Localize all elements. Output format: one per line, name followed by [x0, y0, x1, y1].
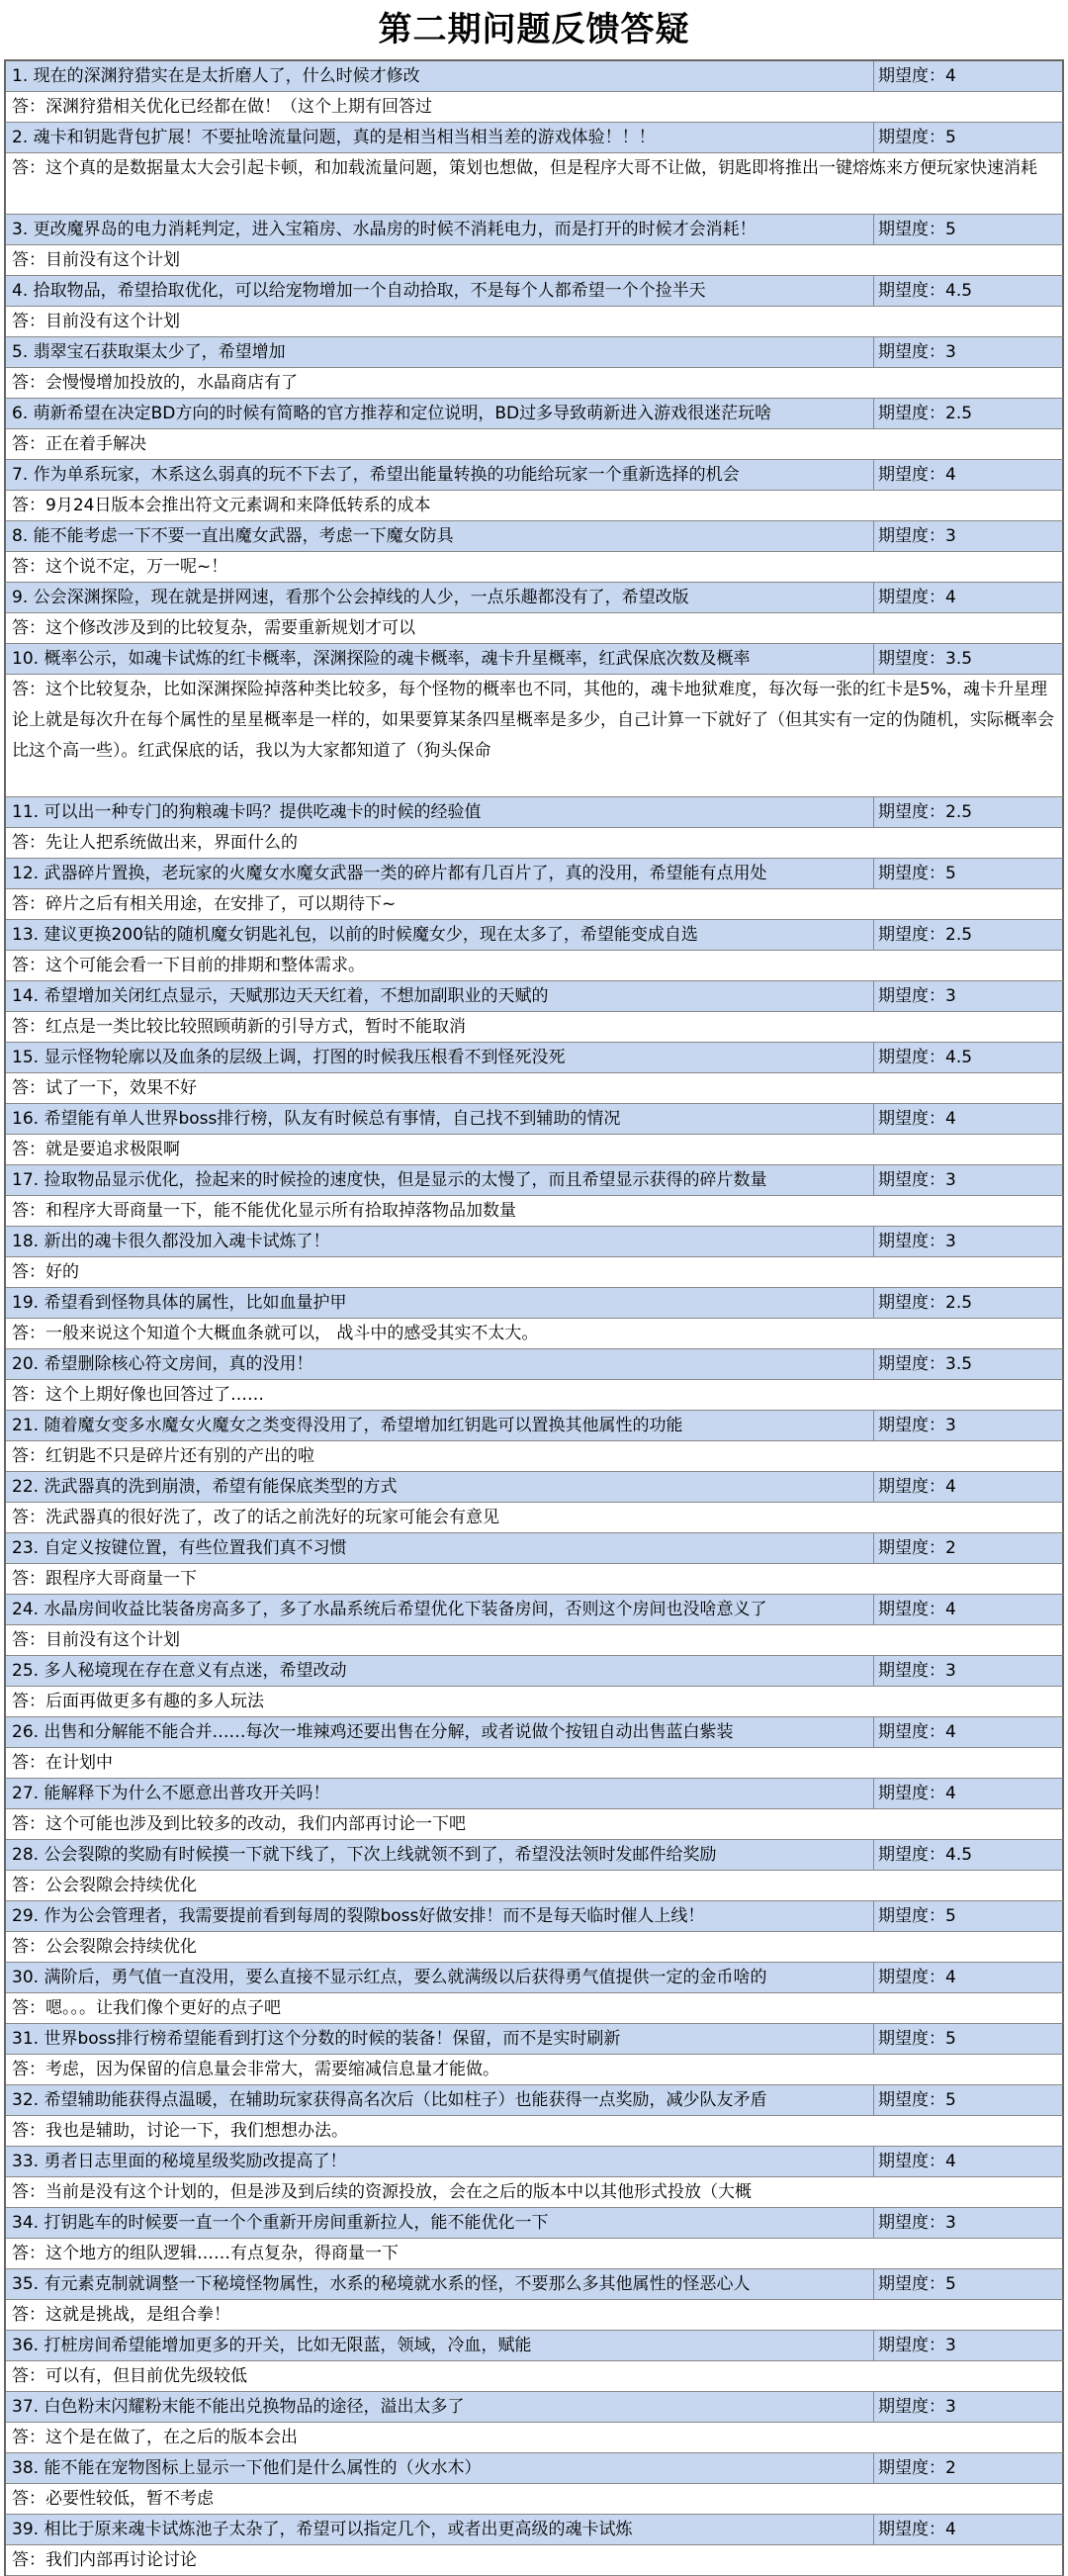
expectation-rating: 期望度：2.5: [873, 920, 1062, 950]
answer-text: 答：这个修改涉及到的比较复杂，需要重新规划才可以: [12, 618, 415, 638]
question-row: [6, 859, 1064, 889]
answer-row: [6, 1993, 1064, 2024]
question-row: [6, 1901, 1064, 1932]
question-text: 35. 有元素克制就调整一下秘境怪物属性，水系的秘境就水系的怪，不要那么多其他属性的怪恶心人: [12, 2274, 751, 2294]
question-text: 33. 勇者日志里面的秘境星级奖励改提高了！: [12, 2152, 347, 2171]
question-row: [6, 1411, 1064, 1441]
question-row: [6, 797, 1064, 828]
question-text: 29. 作为公会管理者，我需要提前看到每周的裂隙boss好做安排！而不是每天临时催人上线！: [12, 1906, 705, 1926]
question-row: [6, 1533, 1064, 1564]
question-text: 18. 新出的魂卡很久都没加入魂卡试炼了！: [12, 1232, 330, 1251]
answer-row: [6, 2484, 1064, 2515]
answer-row: [6, 1564, 1064, 1595]
question-row: [6, 337, 1064, 368]
expectation-rating: 期望度：4: [873, 61, 1062, 91]
question-row: [6, 2269, 1064, 2300]
expectation-rating: 期望度：5: [873, 859, 1062, 888]
expectation-rating: 期望度：3: [873, 981, 1062, 1011]
expectation-rating: 期望度：3: [873, 2331, 1062, 2360]
answer-text: 答：红钥匙不只是碎片还有别的产出的啦: [12, 1446, 314, 1466]
expectation-rating: 期望度：5: [873, 2085, 1062, 2115]
question-text: 14. 希望增加关闭红点显示，天赋那边天天红着，不想加副职业的天赋的: [12, 986, 549, 1006]
answer-row: [6, 1012, 1064, 1043]
question-text: 6. 萌新希望在决定BD方向的时候有简略的官方推荐和定位说明，BD过多导致萌新进入游戏很迷茫玩啥: [12, 404, 772, 423]
question-text: 12. 武器碎片置换，老玩家的火魔女水魔女武器一类的碎片都有几百片了，真的没用，希望能有点用处: [12, 864, 767, 883]
expectation-rating: 期望度：4: [873, 1472, 1062, 1502]
expectation-rating: 期望度：4: [873, 1779, 1062, 1808]
expectation-rating: 期望度：2: [873, 1533, 1062, 1563]
answer-row: [6, 1625, 1064, 1656]
question-text: 3. 更改魔界岛的电力消耗判定，进入宝箱房、水晶房的时候不消耗电力，而是打开的时候才会消耗！: [12, 220, 756, 239]
question-text: 21. 随着魔女变多水魔女火魔女之类变得没用了，希望增加红钥匙可以置换其他属性的功能: [12, 1416, 683, 1435]
expectation-rating: 期望度：2.5: [873, 399, 1062, 428]
question-row: [6, 123, 1064, 153]
expectation-rating: 期望度：4.5: [873, 1840, 1062, 1870]
question-text: 4. 拾取物品，希望拾取优化，可以给宠物增加一个自动拾取，不是每个人都希望一个个捡半天: [12, 281, 706, 301]
answer-text: 答：这个地方的组队逻辑……有点复杂，得商量一下: [12, 2244, 399, 2263]
answer-row: [6, 2423, 1064, 2453]
question-row: [6, 1779, 1064, 1809]
answer-row: [6, 2545, 1064, 2576]
answer-text: 答：在计划中: [12, 1753, 113, 1773]
question-row: [6, 1104, 1064, 1135]
question-text: 36. 打桩房间希望能增加更多的开关，比如无限蓝，领域，冷血，赋能: [12, 2336, 532, 2355]
answer-row: [6, 889, 1064, 920]
answer-text: 答：必要性较低，暂不考虑: [12, 2489, 214, 2509]
answer-text: 答：正在着手解决: [12, 434, 146, 454]
answer-text: 答：红点是一类比较比较照顾萌新的引导方式，暂时不能取消: [12, 1017, 466, 1037]
expectation-rating: 期望度：5: [873, 2269, 1062, 2299]
question-row: [6, 1227, 1064, 1257]
question-row: [6, 644, 1064, 675]
question-text: 11. 可以出一种专门的狗粮魂卡吗？提供吃魂卡的时候的经验值: [12, 802, 482, 822]
expectation-rating: 期望度：4: [873, 1595, 1062, 1624]
answer-row: [6, 1380, 1064, 1411]
answer-text: 答：这个可能会看一下目前的排期和整体需求。: [12, 956, 365, 975]
question-text: 34. 打钥匙车的时候要一直一个个重新开房间重新拉人，能不能优化一下: [12, 2213, 549, 2233]
answer-text: 答：试了一下，效果不好: [12, 1078, 197, 1098]
answer-row: [6, 951, 1064, 981]
answer-text: 答：跟程序大哥商量一下: [12, 1569, 197, 1589]
answer-row: [6, 1257, 1064, 1288]
answer-row: [6, 1932, 1064, 1963]
answer-row: [6, 2300, 1064, 2331]
answer-text: 答：这个是在做了，在之后的版本会出: [12, 2428, 298, 2447]
expectation-rating: 期望度：4: [873, 2515, 1062, 2544]
answer-row: [6, 613, 1064, 644]
question-row: [6, 2208, 1064, 2239]
answer-row: [6, 1503, 1064, 1533]
answer-row: [6, 2055, 1064, 2085]
expectation-rating: 期望度：3: [873, 1656, 1062, 1686]
expectation-rating: 期望度：3: [873, 1165, 1062, 1195]
question-row: [6, 2515, 1064, 2545]
question-row: [6, 1840, 1064, 1871]
question-row: [6, 1595, 1064, 1625]
question-text: 38. 能不能在宠物图标上显示一下他们是什么属性的（火水木）: [12, 2458, 482, 2478]
expectation-rating: 期望度：5: [873, 2024, 1062, 2054]
question-text: 2. 魂卡和钥匙背包扩展！不要扯啥流量问题，真的是相当相当相当差的游戏体验！！！: [12, 128, 656, 147]
question-text: 28. 公会裂隙的奖励有时候摸一下就下线了，下次上线就领不到了，希望没法领时发邮件给奖励: [12, 1845, 717, 1865]
question-text: 20. 希望删除核心符文房间，真的没用！: [12, 1354, 313, 1374]
answer-text: 答：这个真的是数据量太大会引起卡顿，和加载流量问题，策划也想做，但是程序大哥不让做，钥匙即将推出一键熔炼来方便玩家快速消耗: [12, 158, 1037, 178]
answer-row: [6, 828, 1064, 859]
question-text: 7. 作为单系玩家，木系这么弱真的玩不下去了，希望出能量转换的功能给玩家一个重新选择的机会: [12, 465, 740, 485]
answer-text: 答：这个说不定，万一呢~！: [12, 557, 228, 577]
question-row: [6, 1349, 1064, 1380]
answer-row: [6, 2239, 1064, 2269]
question-row: [6, 583, 1064, 613]
question-text: 30. 满阶后，勇气值一直没用，要么直接不显示红点，要么就满级以后获得勇气值提供一定的金币啥的: [12, 1968, 767, 1987]
question-text: 19. 希望看到怪物具体的属性，比如血量护甲: [12, 1293, 347, 1313]
question-text: 24. 水晶房间收益比装备房高多了，多了水晶系统后希望优化下装备房间，否则这个房间也没啥意义了: [12, 1600, 767, 1619]
question-row: [6, 1165, 1064, 1196]
question-row: [6, 2147, 1064, 2177]
page-title: 第二期问题反馈答疑: [378, 10, 690, 49]
expectation-rating: 期望度：2.5: [873, 797, 1062, 827]
answer-text: 答：嗯。。。让我们像个更好的点子吧: [12, 1998, 281, 2018]
answer-row: [6, 245, 1064, 276]
answer-row: [6, 1871, 1064, 1901]
expectation-rating: 期望度：3: [873, 1411, 1062, 1440]
expectation-rating: 期望度：3: [873, 2208, 1062, 2238]
answer-row: [6, 307, 1064, 337]
answer-text: 答：一般来说这个知道个大概血条就可以， 战斗中的感受其实不太大。: [12, 1324, 539, 1343]
question-row: [6, 1717, 1064, 1748]
answer-row: [6, 2361, 1064, 2392]
answer-text: 答：和程序大哥商量一下，能不能优化显示所有拾取掉落物品加数量: [12, 1201, 516, 1221]
expectation-rating: 期望度：2: [873, 2453, 1062, 2483]
answer-text: 答：这个上期好像也回答过了……: [12, 1385, 264, 1405]
question-row: [6, 215, 1064, 245]
answer-text: 答：考虑，因为保留的信息量会非常大，需要缩减信息量才能做。: [12, 2060, 499, 2079]
qa-table: [4, 59, 1064, 2576]
question-row: [6, 1963, 1064, 1993]
answer-row: [6, 1687, 1064, 1717]
expectation-rating: 期望度：3: [873, 1227, 1062, 1256]
expectation-rating: 期望度：2.5: [873, 1288, 1062, 1318]
answer-row: [6, 92, 1064, 123]
question-row: [6, 61, 1064, 92]
answer-row: [6, 2177, 1064, 2208]
question-text: 8. 能不能考虑一下不要一直出魔女武器，考虑一下魔女防具: [12, 526, 454, 546]
answer-text: 答：公会裂隙会持续优化: [12, 1937, 197, 1957]
question-row: [6, 1288, 1064, 1319]
expectation-rating: 期望度：3: [873, 2392, 1062, 2422]
answer-text: 答：我也是辅助，讨论一下，我们想想办法。: [12, 2121, 348, 2141]
question-row: [6, 920, 1064, 951]
answer-row: [6, 1748, 1064, 1779]
expectation-rating: 期望度：4: [873, 1104, 1062, 1134]
answer-text: 答：洗武器真的很好洗了，改了的话之前洗好的玩家可能会有意见: [12, 1508, 499, 1527]
answer-text: 答：后面再做更多有趣的多人玩法: [12, 1692, 264, 1711]
question-text: 9. 公会深渊探险，现在就是拼网速，看那个公会掉线的人少，一点乐趣都没有了，希望改版: [12, 588, 689, 607]
answer-text: 答：这个可能也涉及到比较多的改动，我们内部再讨论一下吧: [12, 1814, 466, 1834]
question-text: 15. 显示怪物轮廓以及血条的层级上调，打图的时候我压根看不到怪死没死: [12, 1048, 566, 1067]
question-text: 31. 世界boss排行榜希望能看到打这个分数的时候的装备！保留，而不是实时刷新: [12, 2029, 621, 2049]
answer-text: 答：9月24日版本会推出符文元素调和来降低转系的成本: [12, 496, 431, 515]
answer-text: 答：这就是挑战，是组合拳！: [12, 2305, 230, 2325]
question-text: 1. 现在的深渊狩猎实在是太折磨人了，什么时候才修改: [12, 66, 420, 86]
answer-text: 答：就是要追求极限啊: [12, 1140, 180, 1159]
expectation-rating: 期望度：4.5: [873, 1043, 1062, 1072]
answer-row: [6, 1319, 1064, 1349]
question-text: 23. 自定义按键位置，有些位置我们真不习惯: [12, 1538, 347, 1558]
question-row: [6, 2331, 1064, 2361]
expectation-rating: 期望度：4: [873, 2147, 1062, 2176]
question-row: [6, 276, 1064, 307]
answer-row: [6, 2116, 1064, 2147]
answer-row: [6, 1196, 1064, 1227]
question-text: 17. 捡取物品显示优化，捡起来的时候捡的速度快，但是显示的太慢了，而且希望显示获得的碎片数量: [12, 1170, 767, 1190]
answer-row: [6, 1135, 1064, 1165]
answer-text: 答：目前没有这个计划: [12, 1630, 180, 1650]
answer-row: [6, 368, 1064, 399]
question-row: [6, 1472, 1064, 1503]
answer-text: 答：碎片之后有相关用途，在安排了，可以期待下~: [12, 894, 397, 914]
answer-row: [6, 1073, 1064, 1104]
question-text: 26. 出售和分解能不能合并……每次一堆辣鸡还要出售在分解，或者说做个按钮自动出售蓝白紫装: [12, 1722, 734, 1742]
answer-text: 答：目前没有这个计划: [12, 250, 180, 270]
question-text: 13. 建议更换200钻的随机魔女钥匙礼包，以前的时候魔女少，现在太多了，希望能变成自选: [12, 925, 698, 945]
question-row: [6, 2392, 1064, 2423]
question-text: 22. 洗武器真的洗到崩溃，希望有能保底类型的方式: [12, 1477, 398, 1497]
answer-text: 答：这个比较复杂，比如深渊探险掉落种类比较多，每个怪物的概率也不同，其他的，魂卡地狱难度，每次每一张的红卡是5%，魂卡升星理论上就是每次升在每个属性的星星概率是一样的，如果要算某条四星概率是多少，自己计算一下就好了（但其实有一定的伪随机，实际概率会比这个高一些）。红武保底的话，我以为大家都知道了（狗头保命: [12, 680, 1054, 761]
expectation-rating: 期望度：5: [873, 215, 1062, 244]
answer-row: [6, 1441, 1064, 1472]
question-text: 25. 多人秘境现在存在意义有点迷，希望改动: [12, 1661, 347, 1681]
question-text: 5. 翡翠宝石获取渠太少了，希望增加: [12, 342, 286, 362]
expectation-rating: 期望度：5: [873, 123, 1062, 152]
answer-row: [6, 153, 1064, 215]
answer-text: 答：可以有，但目前优先级较低: [12, 2366, 247, 2386]
expectation-rating: 期望度：3: [873, 337, 1062, 367]
expectation-rating: 期望度：3.5: [873, 644, 1062, 674]
answer-row: [6, 675, 1064, 797]
answer-row: [6, 552, 1064, 583]
question-text: 37. 白色粉末闪耀粉末能不能出兑换物品的途径，溢出太多了: [12, 2397, 465, 2417]
expectation-rating: 期望度：4: [873, 583, 1062, 612]
question-text: 16. 希望能有单人世界boss排行榜，队友有时候总有事情，自己找不到辅助的情况: [12, 1109, 621, 1129]
question-row: [6, 521, 1064, 552]
expectation-rating: 期望度：4: [873, 1717, 1062, 1747]
question-row: [6, 2085, 1064, 2116]
answer-text: 答：公会裂隙会持续优化: [12, 1876, 197, 1895]
answer-row: [6, 1809, 1064, 1840]
question-row: [6, 399, 1064, 429]
question-text: 32. 希望辅助能获得点温暖，在辅助玩家获得高名次后（比如柱子）也能获得一点奖励，减少队友矛盾: [12, 2090, 767, 2110]
question-row: [6, 460, 1064, 491]
answer-row: [6, 429, 1064, 460]
question-row: [6, 2024, 1064, 2055]
answer-text: 答：当前是没有这个计划的，但是涉及到后续的资源投放，会在之后的版本中以其他形式投放（大概: [12, 2182, 752, 2202]
expectation-rating: 期望度：3: [873, 521, 1062, 551]
question-text: 27. 能解释下为什么不愿意出普攻开关吗！: [12, 1784, 330, 1803]
expectation-rating: 期望度：4: [873, 460, 1062, 490]
question-row: [6, 981, 1064, 1012]
expectation-rating: 期望度：3.5: [873, 1349, 1062, 1379]
question-text: 39. 相比于原来魂卡试炼池子太杂了，希望可以指定几个，或者出更高级的魂卡试炼: [12, 2520, 633, 2539]
expectation-rating: 期望度：5: [873, 1901, 1062, 1931]
answer-row: [6, 491, 1064, 521]
expectation-rating: 期望度：4: [873, 1963, 1062, 1992]
expectation-rating: 期望度：4.5: [873, 276, 1062, 306]
question-row: [6, 1043, 1064, 1073]
answer-text: 答：目前没有这个计划: [12, 312, 180, 331]
question-row: [6, 1656, 1064, 1687]
answer-text: 答：先让人把系统做出来，界面什么的: [12, 833, 298, 853]
question-row: [6, 2453, 1064, 2484]
question-text: 10. 概率公示，如魂卡试炼的红卡概率，深渊探险的魂卡概率，魂卡升星概率，红武保底次数及概率: [12, 649, 751, 669]
answer-text: 答：我们内部再讨论讨论: [12, 2550, 197, 2570]
answer-text: 答：深渊狩猎相关优化已经都在做！（这个上期有回答过: [12, 97, 432, 117]
answer-text: 答：会慢慢增加投放的，水晶商店有了: [12, 373, 298, 393]
answer-text: 答：好的: [12, 1262, 79, 1282]
